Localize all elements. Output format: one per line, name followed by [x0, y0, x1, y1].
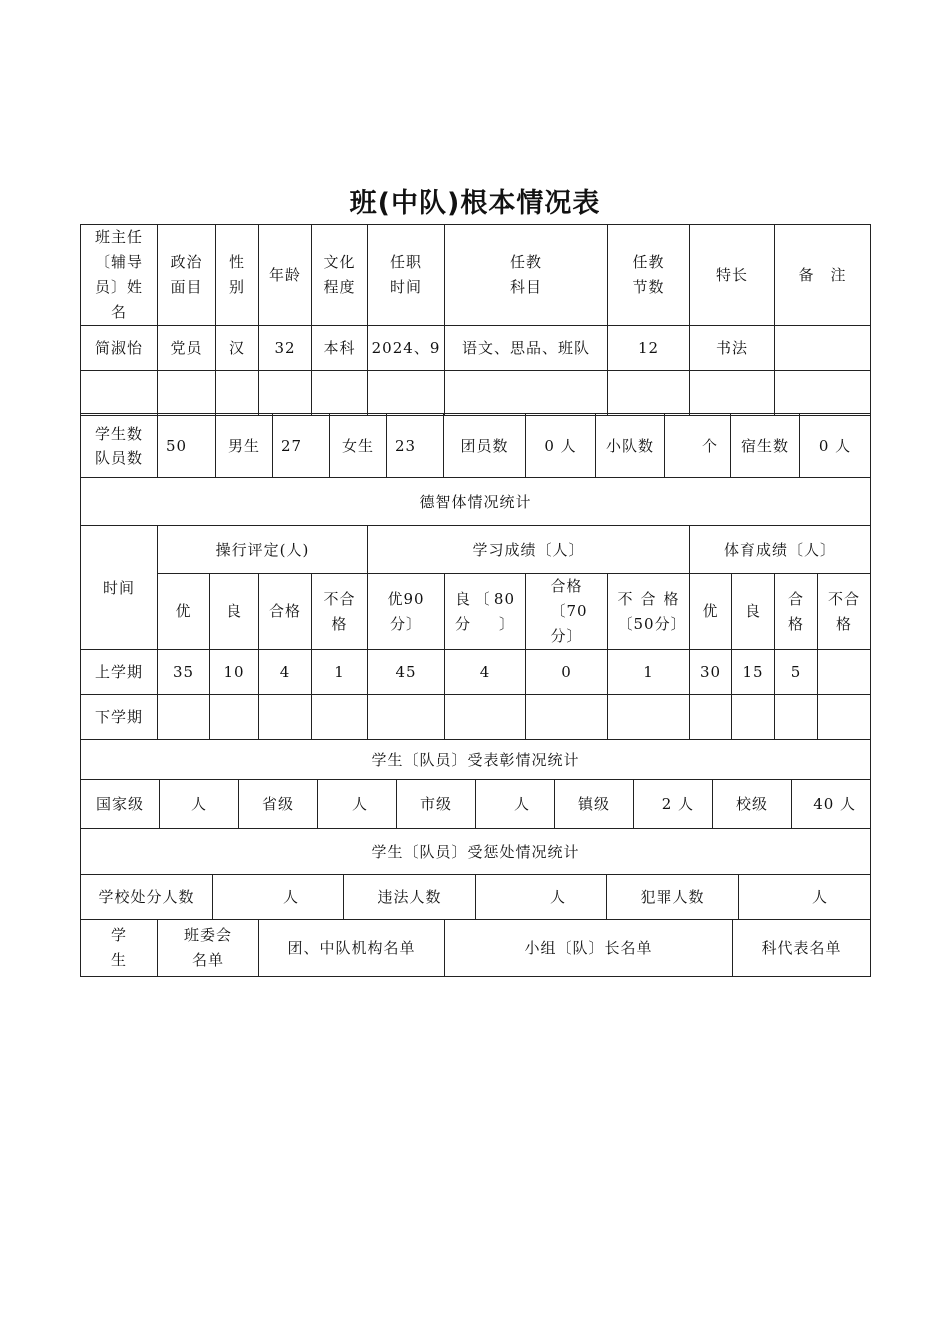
term2-cell: [368, 695, 445, 740]
term2-label: 下学期: [81, 695, 158, 740]
conduct-label: 操行评定(人): [158, 526, 368, 574]
term2-cell: [210, 695, 259, 740]
study-col: 良〔80分〕: [445, 574, 526, 650]
empty-cell: [259, 371, 312, 416]
conduct-col: 优: [158, 574, 210, 650]
teacher-age: 32: [259, 326, 312, 371]
study-col: 优90分〕: [368, 574, 445, 650]
teacher-gender: 汉: [216, 326, 259, 371]
empty-cell: [445, 371, 608, 416]
teacher-name: 简淑怡: [81, 326, 158, 371]
term1-cell: 30: [690, 650, 732, 695]
teacher-periods: 12: [608, 326, 690, 371]
term2-cell: [775, 695, 818, 740]
term2-cell: [818, 695, 871, 740]
award-school-value: 40 人: [792, 780, 871, 829]
empty-cell: [690, 371, 775, 416]
header-specialty: 特长: [690, 225, 775, 326]
empty-cell: [368, 371, 445, 416]
award-national-label: 国家级: [81, 780, 160, 829]
time-label: 时间: [81, 526, 158, 650]
teacher-remarks: [775, 326, 871, 371]
term2-cell: [259, 695, 312, 740]
award-national-value: 人: [160, 780, 239, 829]
award-school-label: 校级: [713, 780, 792, 829]
term1-cell: 4: [445, 650, 526, 695]
header-name: 班主任〔辅导员〕姓名: [81, 225, 158, 326]
term2-cell: [732, 695, 775, 740]
punish-section-title: 学生〔队员〕受惩处情况统计: [81, 829, 871, 875]
male-label: 男生: [216, 414, 273, 478]
award-city-value: 人: [476, 780, 555, 829]
league-label: 团员数: [444, 414, 526, 478]
pe-col: 优: [690, 574, 732, 650]
term1-cell: 0: [526, 650, 608, 695]
term1-cell: 35: [158, 650, 210, 695]
teacher-specialty: 书法: [690, 326, 775, 371]
roster-group: 小组〔队〕长名单: [445, 920, 733, 977]
conduct-col: 良: [210, 574, 259, 650]
award-town-value: 2 人: [634, 780, 713, 829]
teacher-subjects: 语文、思品、班队: [445, 326, 608, 371]
rosters-table: [80, 919, 871, 977]
counts-table: [80, 413, 871, 478]
term1-cell: 10: [210, 650, 259, 695]
header-periods: 任教节数: [608, 225, 690, 326]
female-label: 女生: [330, 414, 387, 478]
empty-cell: [158, 371, 216, 416]
male-value: 27: [273, 414, 330, 478]
stats-table: [80, 477, 871, 740]
roster-committee: 班委会名单: [158, 920, 259, 977]
empty-cell: [81, 371, 158, 416]
award-town-label: 镇级: [555, 780, 634, 829]
teacher-education: 本科: [312, 326, 368, 371]
term1-cell: 4: [259, 650, 312, 695]
punish-law-value: 人: [476, 875, 607, 920]
header-political: 政治面目: [158, 225, 216, 326]
study-col: 合格〔70分〕: [526, 574, 608, 650]
header-education: 文化程度: [312, 225, 368, 326]
punish-crime-value: 人: [739, 875, 871, 920]
pe-col: 不合格: [818, 574, 871, 650]
students-value: 50: [158, 414, 216, 478]
term1-cell: 45: [368, 650, 445, 695]
teacher-table: [80, 224, 871, 416]
teacher-since: 2024、9: [368, 326, 445, 371]
pe-col: 良: [732, 574, 775, 650]
term1-cell: [818, 650, 871, 695]
award-province-label: 省级: [239, 780, 318, 829]
page-title: 班(中队)根本情况表: [349, 188, 601, 219]
pe-label: 体育成绩〔人〕: [690, 526, 871, 574]
squad-label: 小队数: [596, 414, 665, 478]
roster-league: 团、中队机构名单: [259, 920, 445, 977]
term2-cell: [158, 695, 210, 740]
term2-cell: [445, 695, 526, 740]
header-remarks: 备 注: [775, 225, 871, 326]
term2-cell: [608, 695, 690, 740]
awards-table: [80, 739, 871, 829]
roster-student-label: 学生: [81, 920, 158, 977]
teacher-political: 党员: [158, 326, 216, 371]
study-col: 不合格〔50分〕: [608, 574, 690, 650]
conduct-col: 不合格: [312, 574, 368, 650]
students-label: 学生数队员数: [81, 414, 158, 478]
female-value: 23: [387, 414, 444, 478]
term1-cell: 1: [608, 650, 690, 695]
awards-section-title: 学生〔队员〕受表彰情况统计: [81, 740, 871, 780]
header-subjects: 任教科目: [445, 225, 608, 326]
empty-cell: [216, 371, 259, 416]
empty-cell: [775, 371, 871, 416]
stats-section-title: 德智体情况统计: [81, 478, 871, 526]
punish-crime-label: 犯罪人数: [607, 875, 739, 920]
pe-col: 合格: [775, 574, 818, 650]
dorm-label: 宿生数: [731, 414, 800, 478]
term1-cell: 1: [312, 650, 368, 695]
term2-cell: [690, 695, 732, 740]
term1-cell: 5: [775, 650, 818, 695]
award-province-value: 人: [318, 780, 397, 829]
roster-rep: 科代表名单: [733, 920, 871, 977]
punish-law-label: 违法人数: [344, 875, 476, 920]
punish-school-value: 人: [213, 875, 344, 920]
dorm-value: 0 人: [800, 414, 871, 478]
conduct-col: 合格: [259, 574, 312, 650]
punish-table: [80, 828, 871, 920]
header-since: 任职时间: [368, 225, 445, 326]
empty-cell: [312, 371, 368, 416]
term2-cell: [312, 695, 368, 740]
award-city-label: 市级: [397, 780, 476, 829]
term1-cell: 15: [732, 650, 775, 695]
header-age: 年龄: [259, 225, 312, 326]
empty-cell: [608, 371, 690, 416]
punish-school-label: 学校处分人数: [81, 875, 213, 920]
squad-value: 个: [665, 414, 731, 478]
header-gender: 性别: [216, 225, 259, 326]
term2-cell: [526, 695, 608, 740]
term1-label: 上学期: [81, 650, 158, 695]
study-label: 学习成绩〔人〕: [368, 526, 690, 574]
league-value: 0 人: [526, 414, 596, 478]
